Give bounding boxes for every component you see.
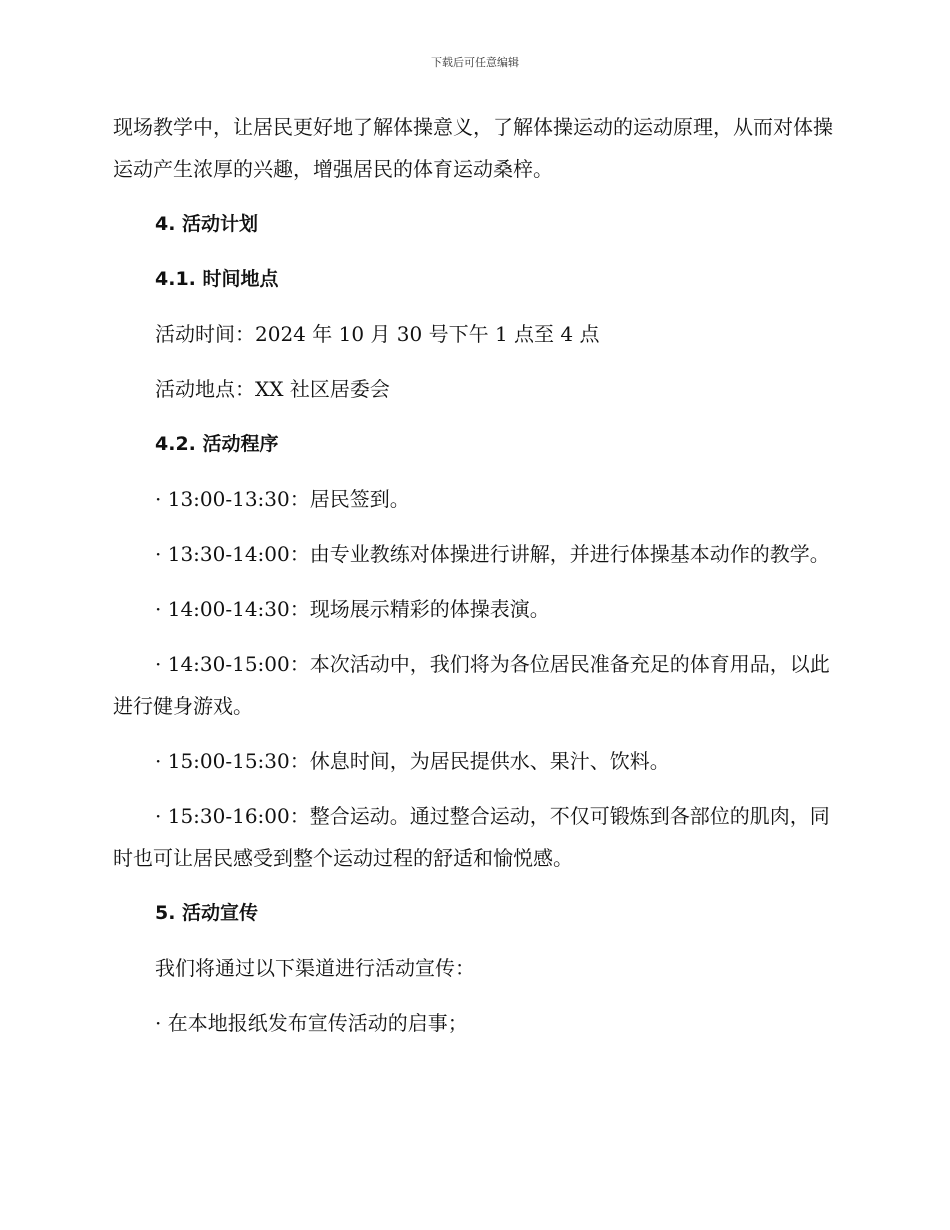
schedule-item: · 15:00-15:30：休息时间，为居民提供水、果汁、饮料。 <box>155 749 670 773</box>
section-heading-4-2: 4.2. 活动程序 <box>155 433 279 455</box>
promo-item: · 在本地报纸发布宣传活动的启事； <box>155 1011 468 1035</box>
page-header: 下载后可任意编辑 <box>431 56 519 69</box>
activity-time: 活动时间：2024 年 10 月 30 号下午 1 点至 4 点 <box>155 322 600 346</box>
schedule-item: · 14:30-15:00：本次活动中，我们将为各位居民准备充足的体育用品，以此进行健身游戏。 <box>113 652 830 718</box>
schedule-item: · 13:00-13:30：居民签到。 <box>155 487 410 511</box>
section-heading-4: 4. 活动计划 <box>155 213 259 235</box>
section-heading-4-1: 4.1. 时间地点 <box>155 268 279 290</box>
activity-place: 活动地点：XX 社区居委会 <box>155 377 390 401</box>
schedule-item: · 13:30-14:00：由专业教练对体操进行讲解，并进行体操基本动作的教学。 <box>155 542 830 566</box>
schedule-item: · 15:30-16:00：整合运动。通过整合运动，不仅可锻炼到各部位的肌肉，同时也可让居民感受到整个运动过程的舒适和愉悦感。 <box>113 804 830 870</box>
promo-intro: 我们将通过以下渠道进行活动宣传： <box>155 956 475 980</box>
schedule-item: · 14:00-14:30：现场展示精彩的体操表演。 <box>155 597 550 621</box>
section-heading-5: 5. 活动宣传 <box>155 902 259 924</box>
document-body <box>113 106 838 1044</box>
intro-paragraph: 现场教学中，让居民更好地了解体操意义，了解体操运动的运动原理，从而对体操运动产生浓厚的兴趣，增强居民的体育运动桑梓。 <box>113 115 833 181</box>
